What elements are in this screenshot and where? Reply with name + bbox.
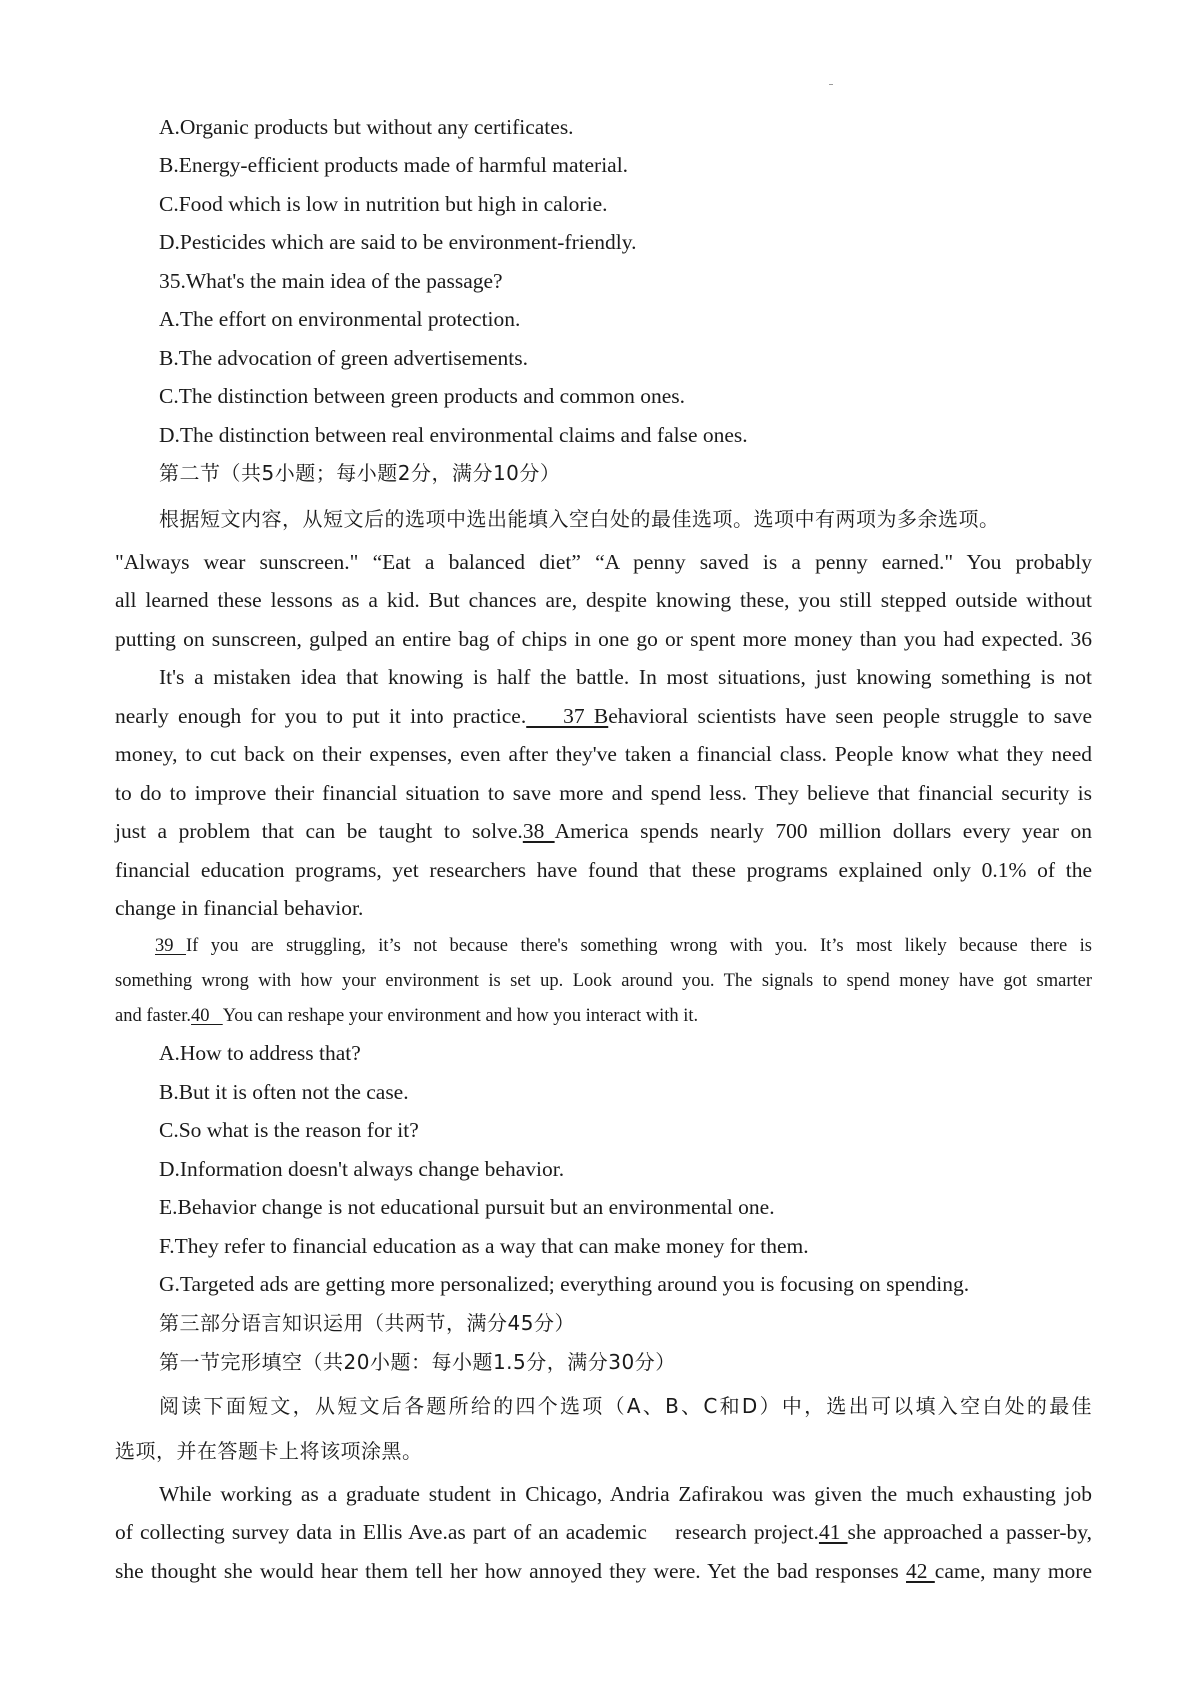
- passage-line: "Always wear sunscreen." “Eat a balanced diet” “A penny saved is a penny earned." You probably: [115, 550, 1092, 574]
- q35-option-c: C.The distinction between green products and common ones.: [159, 384, 686, 408]
- part3-instruction-line: 阅读下面短文，从短文后各题所给的四个选项（A、B、C和D）中，选出可以填入空白处的最佳: [159, 1394, 1092, 1418]
- cloze-line: [115, 1557, 1092, 1585]
- cloze-line: [115, 1518, 1092, 1546]
- blank-41: 41: [818, 1520, 848, 1544]
- q34-option-a: A.Organic products but without any certificates.: [159, 115, 574, 139]
- section2-instruction: 根据短文内容，从短文后的选项中选出能填入空白处的最佳选项。选项中有两项为多余选项。: [159, 507, 1000, 531]
- passage-line: change in financial behavior.: [115, 896, 364, 920]
- passage-text: America spends nearly 700 million dollars every year on: [554, 819, 1092, 843]
- section2-heading: 第二节（共5小题；每小题2分，满分10分）: [159, 461, 561, 485]
- blank-38: 38: [522, 819, 555, 843]
- q34-option-b: B.Energy-efficient products made of harmful material.: [159, 153, 629, 177]
- cloze-text: of collecting survey data in Ellis Ave.as part of an academic research project.: [115, 1520, 819, 1544]
- cloze-line: While working as a graduate student in Chicago, Andria Zafirakou was given the much exhausting job: [159, 1482, 1092, 1506]
- passage-line: putting on sunscreen, gulped an entire bag of chips in one go or spent more money than you had expected. 36: [115, 627, 1092, 651]
- passage-line: [115, 702, 1092, 730]
- q34-option-d: D.Pesticides which are said to be environment-friendly.: [159, 230, 637, 254]
- passage-line: financial education programs, yet researchers have found that these programs explained only 0.1% of the: [115, 858, 1092, 882]
- choice-f: F.They refer to financial education as a way that can make money for them.: [159, 1234, 809, 1258]
- passage-line: all learned these lessons as a kid. But chances are, despite knowing these, you still stepped outside without: [115, 588, 1092, 612]
- passage-line: to do to improve their financial situation to save more and spend less. They believe that financial security is: [115, 781, 1092, 805]
- part3-heading: 第三部分语言知识运用（共两节，满分45分）: [159, 1311, 575, 1335]
- passage-line: It's a mistaken idea that knowing is half the battle. In most situations, just knowing something is not: [159, 665, 1092, 689]
- part3-instruction-line: 选项，并在答题卡上将该项涂黑。: [115, 1439, 423, 1463]
- passage-line: [115, 1002, 698, 1030]
- passage-text: just a problem that can be taught to solve.: [115, 819, 523, 843]
- blank-42: 42: [906, 1559, 935, 1583]
- q35-stem: 35.What's the main idea of the passage?: [159, 269, 503, 293]
- part3-section1-heading: 第一节完形填空（共20小题：每小题1.5分，满分30分）: [159, 1350, 676, 1374]
- choice-b: B.But it is often not the case.: [159, 1080, 409, 1104]
- q35-option-a: A.The effort on environmental protection.: [159, 307, 521, 331]
- choice-c: C.So what is the reason for it?: [159, 1118, 419, 1142]
- choice-a: A.How to address that?: [159, 1041, 361, 1065]
- choice-d: D.Information doesn't always change behavior.: [159, 1157, 565, 1181]
- cloze-text: she thought she would hear them tell her how annoyed they were. Yet the bad responses: [115, 1559, 907, 1583]
- blank-40: 40: [191, 1006, 223, 1026]
- passage-text: and faster.: [115, 1006, 192, 1026]
- passage-text: ehavioral scientists have seen people struggle to save: [608, 704, 1093, 728]
- cloze-text: she approached a passer-by,: [847, 1520, 1092, 1544]
- scan-mark: [829, 84, 833, 85]
- choice-g: G.Targeted ads are getting more personalized; everything around you is focusing on spending.: [159, 1272, 970, 1296]
- passage-line: money, to cut back on their expenses, even after they've taken a financial class. People know what they need: [115, 742, 1092, 766]
- passage-text: nearly enough for you to put it into practice.: [115, 704, 527, 728]
- blank-37: 37 B: [526, 704, 609, 728]
- passage-line: [155, 932, 1092, 960]
- passage-text: If you are struggling, it’s not because there's something wrong with you. It’s most likely because there is: [185, 936, 1093, 956]
- choice-e: E.Behavior change is not educational pursuit but an environmental one.: [159, 1195, 775, 1219]
- blank-39: 39: [155, 936, 186, 956]
- q34-option-c: C.Food which is low in nutrition but high in calorie.: [159, 192, 608, 216]
- passage-line: [115, 817, 1092, 845]
- q35-option-b: B.The advocation of green advertisements.: [159, 346, 528, 370]
- q35-option-d: D.The distinction between real environmental claims and false ones.: [159, 423, 748, 447]
- passage-text: You can reshape your environment and how you interact with it.: [222, 1006, 699, 1026]
- passage-line: something wrong with how your environment is set up. Look around you. The signals to spend money have got smarter: [115, 971, 1092, 991]
- cloze-text: came, many more: [934, 1559, 1093, 1583]
